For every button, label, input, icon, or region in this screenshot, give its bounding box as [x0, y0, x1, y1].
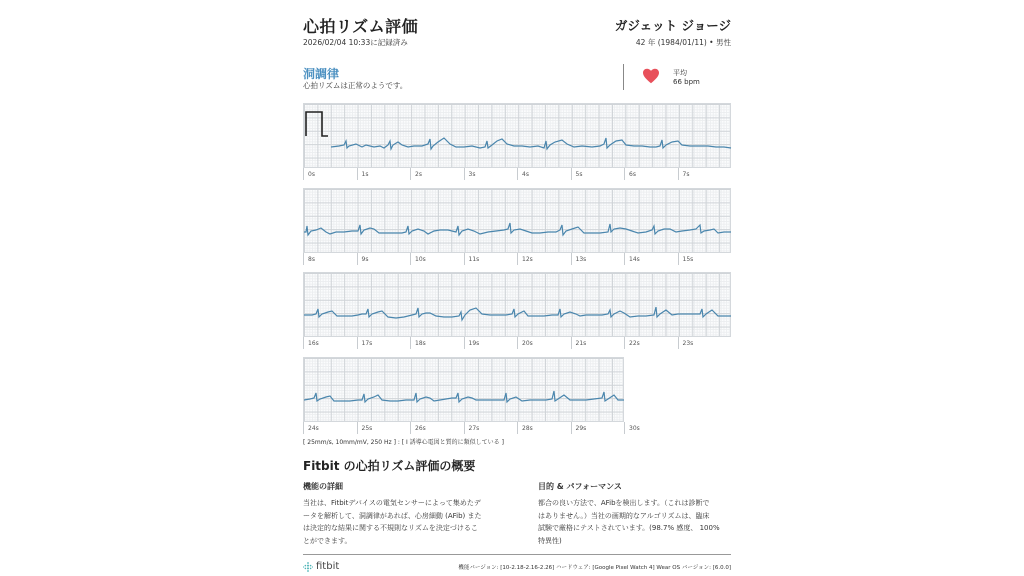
tick-label: 17s [357, 337, 373, 349]
fitbit-wordmark: fitbit [316, 561, 340, 572]
ecg-strip-1 [303, 103, 731, 168]
tick-label: 12s [517, 253, 533, 265]
time-axis-4 [303, 422, 643, 436]
purpose-section [538, 481, 738, 547]
tick-label: 10s [410, 253, 426, 265]
tick-label: 3s [464, 168, 476, 180]
tick-label: 21s [571, 337, 587, 349]
time-axis-1 [303, 168, 731, 182]
tick-label: 5s [571, 168, 583, 180]
tick-label: 1s [357, 168, 369, 180]
tick-label: 13s [571, 253, 587, 265]
details-heading: 機能の詳細 [303, 482, 343, 491]
tick-label: 29s [571, 422, 587, 434]
heart-icon [642, 68, 660, 84]
tick-label: 26s [410, 422, 426, 434]
tick-label: 2s [410, 168, 422, 180]
tick-label: 16s [303, 337, 319, 349]
purpose-line: 試験で厳格にテストされています。(98.7% 感度、 100% [538, 524, 720, 532]
tick-label: 7s [678, 168, 690, 180]
fitbit-dots-icon [303, 562, 313, 572]
average-bpm: 66 bpm [673, 78, 700, 86]
ecg-trace [304, 104, 732, 169]
divider [623, 64, 624, 90]
details-section [303, 481, 503, 547]
rhythm-result: 洞調律 [303, 67, 340, 81]
ecg-trace [304, 189, 732, 254]
details-line: 当社は、Fitbitデバイスの電気センサーによって集めたデ [303, 499, 481, 507]
tick-label: 28s [517, 422, 533, 434]
page-title: 心拍リズム評価 [303, 17, 419, 36]
purpose-body [538, 497, 738, 547]
patient-info: 42 年 (1984/01/11) • 男性 [635, 38, 731, 47]
purpose-line: はありません。）当社の画期的なアルゴリズムは、臨床 [538, 511, 710, 520]
details-line: ータを解析して、洞調律があれば、心房細動 (AFib) また [303, 511, 482, 520]
purpose-line: 都合の良い方法で、AFibを検出します。（これは診断で [538, 499, 710, 507]
calibration-pulse [306, 112, 328, 136]
patient-name: ガジェット ジョージ [614, 18, 731, 33]
ecg-strip-4 [303, 357, 624, 422]
tick-label: 9s [357, 253, 369, 265]
tick-label: 20s [517, 337, 533, 349]
details-line: とができます。 [303, 536, 352, 545]
average-label: 平均 [673, 69, 687, 77]
tick-label: 0s [303, 168, 315, 180]
fitbit-logo [303, 561, 339, 572]
details-line: は決定的な結果に関する不規則なリズムを決定づけるこ [303, 524, 478, 532]
tick-label: 4s [517, 168, 529, 180]
rhythm-description: 心拍リズムは正常のようです。 [303, 81, 408, 90]
details-body [303, 497, 503, 547]
ecg-trace [304, 358, 625, 423]
tick-label: 22s [624, 337, 640, 349]
tick-label: 30s [624, 422, 640, 434]
tick-label: 8s [303, 253, 315, 265]
ecg-settings-footnote: [ 25mm/s, 10mm/mV, 250 Hz ] : [ I 誘導心電図と質的に類似している ] [303, 439, 504, 446]
purpose-line: 特異性) [538, 536, 562, 545]
tick-label: 6s [624, 168, 636, 180]
tick-label: 15s [678, 253, 694, 265]
ecg-trace [304, 273, 732, 338]
ecg-strip-3 [303, 272, 731, 337]
tick-label: 23s [678, 337, 694, 349]
tick-label: 27s [464, 422, 480, 434]
version-info: 機能バージョン: [10-2.18-2.16-2.26] ハードウェア: [Google Pixel Watch 4] Wear OS バージョン: [6.0.0] [458, 565, 731, 571]
time-axis-2 [303, 253, 731, 267]
purpose-heading: 目的 & パフォーマンス [538, 482, 622, 491]
footer-divider [303, 554, 731, 555]
tick-label: 11s [464, 253, 480, 265]
tick-label: 18s [410, 337, 426, 349]
tick-label: 25s [357, 422, 373, 434]
tick-label: 24s [303, 422, 319, 434]
summary-title: Fitbit の心拍リズム評価の概要 [303, 459, 476, 473]
time-axis-3 [303, 337, 731, 351]
tick-label: 14s [624, 253, 640, 265]
recorded-timestamp: 2026/02/04 10:33に記録済み [303, 38, 408, 47]
ecg-strip-2 [303, 188, 731, 253]
tick-label: 19s [464, 337, 480, 349]
